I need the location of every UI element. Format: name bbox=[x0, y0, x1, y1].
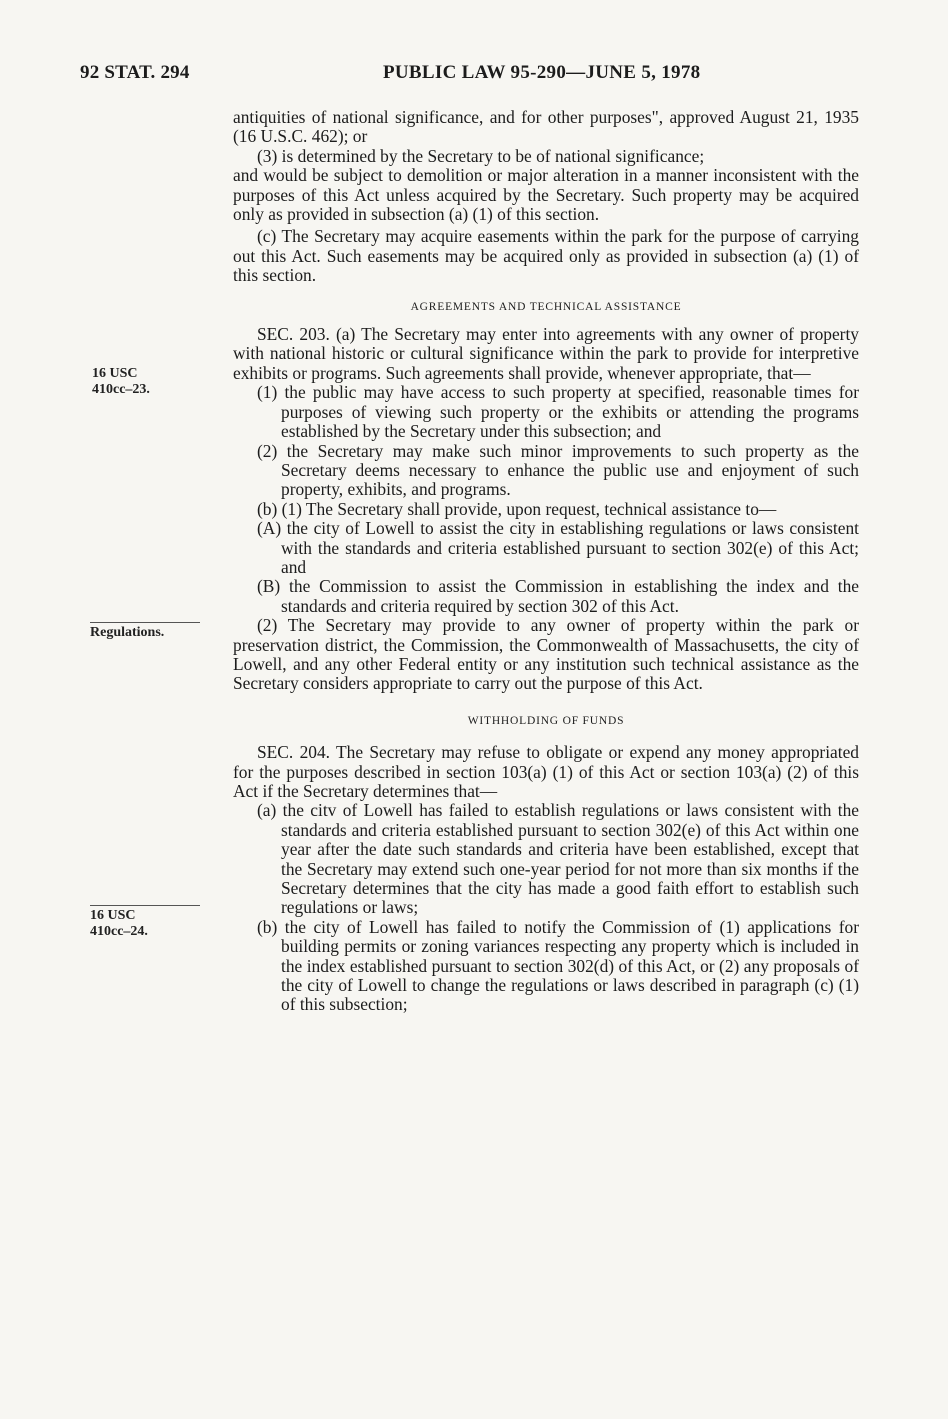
margin-note-usc-410cc-24: 16 USC 410cc–24. bbox=[90, 905, 200, 940]
list-item: (2) the Secretary may make such minor improvements to such property as the Secretary deems necessary to enhance the public use and enjoyment of such property, exhibits, and programs. bbox=[257, 440, 859, 500]
list-item: (1) the public may have access to such property at specified, reasonable times for purposes of viewing such property or the exhibits or attending the programs established by the Secretary under this subsection; and bbox=[257, 382, 859, 442]
document-body bbox=[233, 108, 859, 1015]
paragraph: antiquities of national significance, and for other purposes", approved August 21, 1935 (16 U.S.C. 462); or bbox=[233, 107, 859, 147]
list-item: (B) the Commission to assist the Commission in establishing the index and the standards and criteria required by section 302 of this Act. bbox=[257, 576, 859, 616]
paragraph: (3) is determined by the Secretary to be of national significance; bbox=[257, 145, 705, 166]
section-heading: AGREEMENTS AND TECHNICAL ASSISTANCE bbox=[410, 300, 682, 313]
list-item: (a) the citv of Lowell has failed to establish regulations or laws consistent with the standards and criteria established pursuant to section 302(e) of this Act within one year after the date such standards and criteria have been established, except that the Secretary may extend such one-year period for not more than six months if the Secretary determines that the city has made a good faith effort to establish such regulations or laws; bbox=[257, 800, 859, 918]
paragraph: SEC. 204. The Secretary may refuse to obligate or expend any money appropriated for the purposes described in section 103(a) (1) of this Act or section 103(a) (2) of this Act if the Secretary determines that— bbox=[233, 742, 859, 801]
margin-note-regulations: Regulations. bbox=[90, 622, 200, 641]
list-item: (A) the city of Lowell to assist the city in establishing regulations or laws consistent with the standards and criteria established pursuant to section 302(e) of this Act; and bbox=[257, 518, 859, 577]
list-item: (b) the city of Lowell has failed to notify the Commission of (1) applications for building permits or zoning variances respecting any property which is included in the index established pursuant to section 302(d) of this Act, or (2) any proposals of the city of Lowell to change the regulations or laws described in paragraph (c) (1) of this subsection; bbox=[257, 916, 859, 1015]
page-title: PUBLIC LAW 95-290—JUNE 5, 1978 bbox=[383, 62, 701, 83]
paragraph: SEC. 203. (a) The Secretary may enter into agreements with any owner of property with national historic or cultural significance within the park to provide for interpretive exhibits or programs. Such agreements shall provide, whenever appropriate, that— bbox=[233, 324, 859, 383]
paragraph: (2) The Secretary may provide to any owner of property within the park or preservation district, the Commission, the Commonwealth of Massachusetts, the city of Lowell, and any other Federal entity or any institution such technical assistance as the Secretary considers appropriate to carry out the purpose of this Act. bbox=[233, 615, 859, 694]
margin-note-usc-410cc-23: 16 USC 410cc–23. bbox=[92, 366, 150, 397]
paragraph: and would be subject to demolition or major alteration in a manner inconsistent with the purposes of this Act unless acquired by the Secretary. Such property may be acquired only as provided in subsection (a) (1) of this section. bbox=[233, 165, 859, 225]
section-heading: WITHHOLDING OF FUNDS bbox=[467, 714, 625, 727]
stat-reference: 92 STAT. 294 bbox=[80, 62, 190, 83]
paragraph: (c) The Secretary may acquire easements within the park for the purpose of carrying out this Act. Such easements may be acquired only as provided in subsection (a) (1) of this section. bbox=[233, 226, 859, 286]
paragraph: (b) (1) The Secretary shall provide, upon request, technical assistance to— bbox=[257, 498, 777, 519]
